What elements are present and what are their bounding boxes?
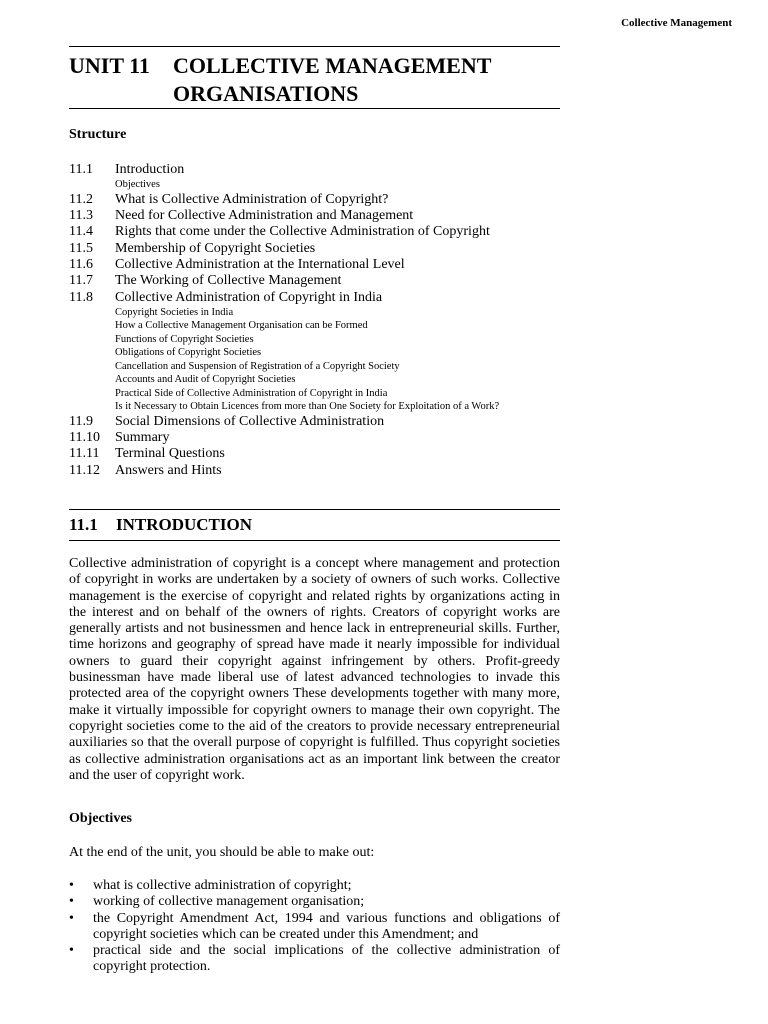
toc-item (69, 192, 560, 208)
objectives-heading: Objectives (69, 811, 132, 826)
toc-item-number: 11.1 (69, 162, 93, 177)
toc-item-number: 11.9 (69, 413, 93, 429)
objectives-list (69, 878, 560, 976)
toc-item-title: Collective Administration of Copyright in India (115, 289, 383, 305)
toc-item (69, 430, 560, 446)
toc-item-title: Terminal Questions (115, 446, 225, 462)
toc-item-number: 11.6 (69, 256, 93, 272)
toc-subitem: Is it Necessary to Obtain Licences from more than One Society for Exploitation of a Work? (115, 401, 500, 413)
section-title: INTRODUCTION (116, 515, 253, 534)
toc-item-title: Summary (115, 430, 170, 446)
toc-item-number: 11.3 (69, 208, 93, 224)
toc-item (69, 446, 560, 462)
toc-item-number: 11.5 (69, 240, 93, 256)
toc-item-title: Answers and Hints (115, 462, 222, 478)
toc-item-title: Introduction (115, 162, 185, 177)
toc-item-title: Social Dimensions of Collective Administration (115, 413, 385, 429)
toc-item (69, 241, 560, 257)
objective-bullet (69, 894, 560, 910)
bullet-icon: • (69, 878, 74, 893)
bullet-icon: • (69, 943, 74, 959)
toc-item (69, 224, 560, 240)
unit-title-line2: ORGANISATIONS (173, 81, 359, 106)
unit-title (69, 52, 560, 108)
objective-text: the Copyright Amendment Act, 1994 and various functions and obligations of copyright societies which can be created under this Amendment; and (93, 910, 560, 942)
toc-subitem: Copyright Societies in India (115, 306, 234, 318)
structure-heading: Structure (69, 127, 127, 142)
toc-item-title: Collective Administration at the International Level (115, 256, 405, 272)
toc-subitem: Accounts and Audit of Copyright Societies (115, 374, 296, 386)
toc-item-number: 11.8 (69, 289, 93, 305)
running-head: Collective Management (621, 17, 732, 29)
section-heading (69, 515, 252, 535)
toc-item-number: 11.12 (69, 462, 100, 478)
toc-subitem: Cancellation and Suspension of Registration of a Copyright Society (115, 360, 400, 372)
objective-text: working of collective management organisation; (93, 894, 365, 910)
toc-subitem: Practical Side of Collective Administration of Copyright in India (115, 387, 388, 399)
toc-item (69, 290, 560, 306)
objective-text: practical side and the social implications of the collective administration of copyright protection. (93, 943, 560, 975)
toc-item-title: What is Collective Administration of Copyright? (115, 191, 389, 207)
title-top-rule (69, 46, 560, 47)
bullet-icon: • (69, 910, 74, 926)
title-bottom-rule (69, 108, 560, 109)
bullet-icon: • (69, 894, 74, 910)
section-top-rule (69, 509, 560, 510)
toc-item-title: Rights that come under the Collective Administration of Copyright (115, 224, 490, 240)
toc-item (69, 257, 560, 273)
toc-subitem: How a Collective Management Organisation can be Formed (115, 320, 368, 332)
toc-subitem: Objectives (115, 179, 160, 191)
section-number: 11.1 (69, 515, 98, 534)
toc-item-number: 11.7 (69, 273, 93, 289)
objective-bullet (69, 911, 560, 944)
toc-item (69, 273, 560, 289)
toc-subitem: Obligations of Copyright Societies (115, 347, 262, 359)
table-of-contents (69, 162, 560, 479)
toc-item-title: Membership of Copyright Societies (115, 240, 316, 256)
introduction-paragraph: Collective administration of copyright is a concept where management and protection of copyright in works are undertaken by a society of owners of such works. Collective management is the exercise of copyright and related rights by organizations acting in the interest and on behalf of the owners of rights. Creators of copyright works are generally artists and not businessmen and hence lack in entrepreneurial skills. Further, time horizons and geography of spread have made it nearly impossible for individual owners to guard their copyright against infringement by others. Profit-greedy businessman have made liberal use of latest advanced technologies to invade this protected area of the copyright owners These developments together with many more, make it virtually impossible for copyright owners to manage their own copyright. The copyright societies come to the aid of the creators to provide necessary entrepreneurial auxiliaries so that the overall purpose of copyright is fulfilled. Thus copyright societies as collective administration organisations act as an important link between the creator and the user of copyright work. (69, 556, 560, 783)
objective-bullet (69, 878, 560, 894)
toc-item-number: 11.11 (69, 446, 100, 462)
toc-subitem: Functions of Copyright Societies (115, 333, 254, 345)
toc-item-title: Need for Collective Administration and Management (115, 208, 414, 224)
toc-item-number: 11.4 (69, 224, 93, 240)
section-bottom-rule (69, 540, 560, 541)
toc-item-number: 11.2 (69, 191, 93, 207)
toc-item (69, 463, 560, 479)
toc-item (69, 208, 560, 224)
toc-item (69, 162, 560, 178)
objective-text: what is collective administration of copyright; (93, 878, 352, 893)
unit-title-line1: COLLECTIVE MANAGEMENT (173, 53, 492, 78)
unit-number: UNIT 11 (69, 53, 150, 78)
objectives-intro: At the end of the unit, you should be able to make out: (69, 845, 375, 860)
toc-item (69, 414, 560, 430)
objective-bullet (69, 943, 560, 976)
toc-item-number: 11.10 (69, 430, 100, 446)
toc-item-title: The Working of Collective Management (115, 273, 342, 289)
